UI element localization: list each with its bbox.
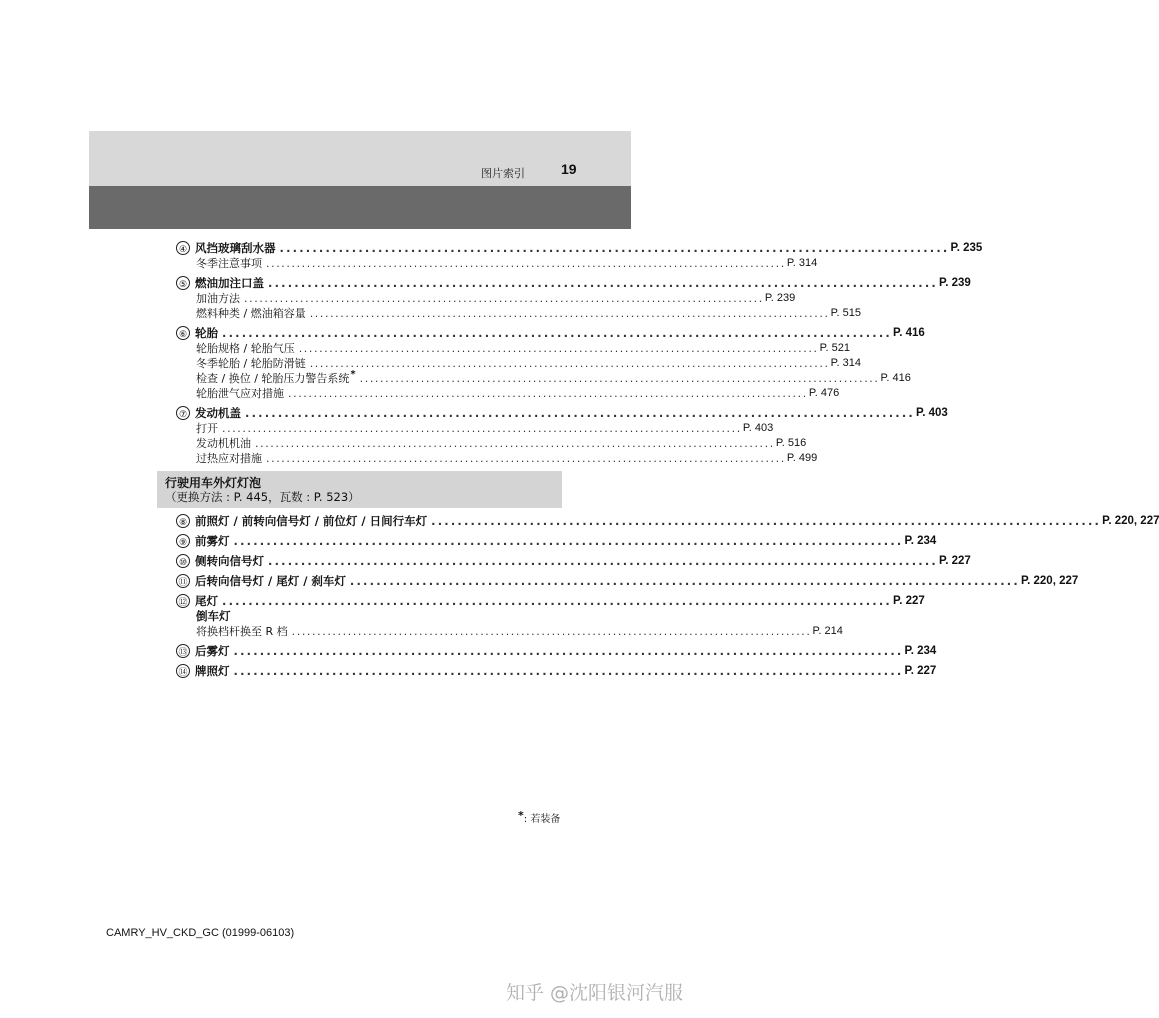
entry-tires[interactable] [176, 325, 925, 341]
leader-dots: ...................................................................................................... [233, 664, 904, 678]
page-ref: P. 227 [939, 555, 971, 567]
entry-tail-light[interactable] [176, 593, 925, 609]
sub-entry-label: 加油方法 [196, 292, 240, 305]
page-ref: P. 499 [786, 452, 818, 464]
sub-entry-label: 过热应对措施 [196, 452, 262, 465]
header-bar [89, 131, 631, 186]
leader-dots: ...................................................................................................... [309, 356, 830, 370]
page-ref: P. 515 [830, 307, 861, 319]
sub-entry-label: 轮胎规格 / 轮胎气压 [196, 342, 295, 355]
sub-entry[interactable] [196, 420, 774, 436]
leader-dots: ...................................................................................................... [266, 451, 786, 465]
sub-entry-label: 冬季注意事项 [196, 257, 262, 270]
sub-entry[interactable] [196, 340, 850, 356]
page-ref: P. 220, 227 [1102, 515, 1159, 527]
document-id: CAMRY_HV_CKD_GC (01999-06103) [106, 927, 295, 939]
entry-label: 尾灯 [195, 594, 218, 608]
page-ref: P. 227 [893, 595, 925, 607]
leader-dots: ...................................................................................................... [233, 534, 904, 548]
entry-rear-fog[interactable] [176, 643, 937, 659]
sub-entry[interactable] [196, 435, 807, 451]
item-number: ⑧ [176, 514, 190, 528]
leader-dots: ...................................................................................................... [298, 341, 819, 355]
page-title: 图片索引 [481, 167, 525, 180]
sub-entry[interactable] [196, 385, 840, 401]
page-ref: P. 235 [950, 242, 983, 254]
sub-heading-reverse-light [196, 608, 542, 624]
entry-hood[interactable] [176, 405, 948, 421]
item-number: ⑥ [176, 326, 190, 340]
leader-dots: ...................................................................................................... [279, 241, 950, 255]
section-title: 行驶用车外灯灯泡 [165, 476, 262, 490]
leader-dots: ...................................................................................................... [291, 624, 812, 638]
sub-entry[interactable] [196, 305, 861, 321]
leader-dots: ...................................................................................................... [349, 574, 1020, 588]
page-ref: P. 314 [830, 357, 861, 369]
section-subtitle: （更换方法 : P. 445，瓦数 : P. 523） [165, 490, 360, 504]
entry-label: 牌照灯 [195, 664, 230, 678]
sub-entry[interactable] [196, 255, 818, 271]
entry-license-plate-light[interactable] [176, 663, 937, 679]
page-ref: P. 239 [939, 277, 971, 289]
page-number: 19 [561, 161, 577, 177]
sub-entry[interactable] [196, 290, 796, 306]
entry-label: 发动机盖 [195, 406, 241, 420]
entry-rear-lights[interactable] [176, 573, 1079, 589]
entry-label: 侧转向信号灯 [195, 554, 264, 568]
entry-label: 轮胎 [195, 326, 218, 340]
entry-headlights[interactable] [176, 513, 1159, 529]
entry-label: 前雾灯 [195, 534, 230, 548]
entry-side-turn[interactable] [176, 553, 971, 569]
leader-dots: ...................................................................................................... [233, 644, 904, 658]
leader-dots: ...................................................................................................... [431, 514, 1102, 528]
leader-dots: ...................................................................................................... [255, 436, 775, 450]
header-dark-band [89, 186, 631, 229]
footnote [518, 810, 560, 825]
leader-dots: ...................................................................................................... [222, 594, 893, 608]
page-ref: P. 403 [916, 407, 948, 419]
page-ref: P. 476 [808, 387, 840, 399]
leader-dots: ...................................................................................................... [222, 326, 893, 340]
entry-label: 前照灯 / 前转向信号灯 / 前位灯 / 日间行车灯 [195, 514, 428, 528]
footnote-text: : 若装备 [523, 814, 561, 825]
sub-entry[interactable] [196, 355, 861, 371]
footnote-asterisk: * [518, 809, 524, 822]
sub-entry[interactable] [196, 623, 843, 639]
leader-dots: ...................................................................................................... [309, 306, 830, 320]
page-ref: P. 416 [893, 327, 925, 339]
entry-label: 风挡玻璃刮水器 [195, 241, 276, 255]
item-number: ⑪ [176, 574, 190, 588]
item-number: ⑬ [176, 644, 190, 658]
page-ref: P. 234 [904, 535, 937, 547]
equipment-asterisk: * [350, 368, 356, 380]
sub-entry-label: 轮胎泄气应对措施 [196, 387, 284, 400]
item-number: ⑨ [176, 534, 190, 548]
page-ref: P. 416 [880, 372, 911, 384]
page-ref: P. 234 [904, 645, 937, 657]
leader-dots: ...................................................................................................... [266, 256, 786, 270]
page-ref: P. 314 [786, 257, 818, 269]
entry-front-fog[interactable] [176, 533, 937, 549]
page-ref: P. 239 [764, 292, 796, 304]
item-number: ⑩ [176, 554, 190, 568]
leader-dots: ...................................................................................................... [359, 371, 880, 385]
entry-label: 燃油加注口盖 [195, 276, 264, 290]
sub-entry-label: 打开 [196, 422, 218, 435]
page-ref: P. 214 [812, 625, 843, 637]
leader-dots: ...................................................................................................... [268, 276, 939, 290]
sub-entry-label: 将换档杆换至 R 档 [196, 625, 288, 638]
item-number: ⑫ [176, 594, 190, 608]
page-ref: P. 403 [742, 422, 774, 434]
sub-entry[interactable] [196, 450, 818, 466]
sub-entry-label: 检查 / 换位 / 轮胎压力警告系统 [196, 372, 350, 385]
entry-fuel-door[interactable] [176, 275, 971, 291]
watermark: 知乎 @沈阳银河汽服 [506, 982, 684, 1004]
page-ref: P. 516 [775, 437, 807, 449]
sub-entry[interactable] [196, 368, 911, 386]
sub-entry-label: 冬季轮胎 / 轮胎防滑链 [196, 357, 306, 370]
entry-label: 后转向信号灯 / 尾灯 / 刹车灯 [195, 574, 346, 588]
leader-dots: ...................................................................................................... [244, 291, 764, 305]
leader-dots: ...................................................................................................... [245, 406, 916, 420]
sub-entry-label: 燃料种类 / 燃油箱容量 [196, 307, 306, 320]
sub-entry-label: 发动机机油 [196, 437, 251, 450]
item-number: ⑦ [176, 406, 190, 420]
entry-label: 后雾灯 [195, 644, 230, 658]
leader-dots: ...................................................................................................... [222, 421, 742, 435]
sub-heading-label: 倒车灯 [196, 609, 231, 623]
page-ref: P. 521 [819, 342, 850, 354]
item-number: ⑭ [176, 664, 190, 678]
leader-dots: ...................................................................................................... [268, 554, 939, 568]
leader-dots: ...................................................................................................... [288, 386, 808, 400]
item-number: ④ [176, 241, 190, 255]
entry-wiper[interactable] [176, 240, 983, 256]
page-ref: P. 227 [904, 665, 937, 677]
item-number: ⑤ [176, 276, 190, 290]
page-ref: P. 220, 227 [1020, 575, 1079, 587]
